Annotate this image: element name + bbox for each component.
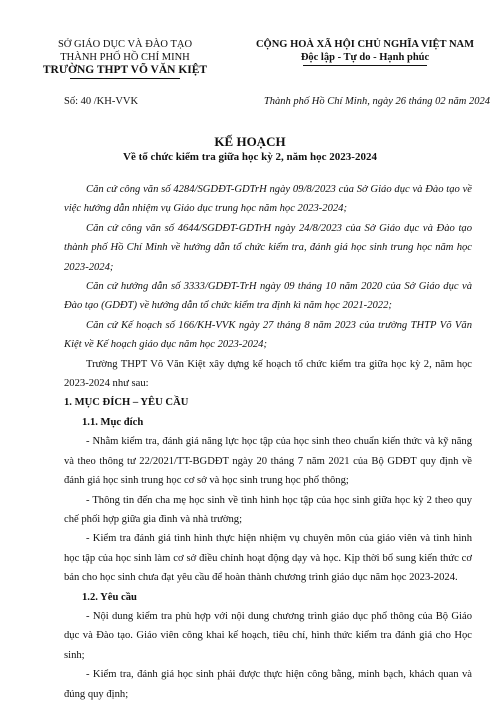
document-subtitle: Về tổ chức kiểm tra giữa học kỳ 2, năm học 2023-2024 [123, 151, 377, 163]
national-header [240, 38, 490, 66]
basis-paragraph-1: Căn cứ công văn số 4284/SGDĐT-GDTrH ngày 09/8/2023 của Sở Giáo dục và Đào tạo về việc hướng dẫn nhiệm vụ Giáo dục trung học năm học 2023-2024; [64, 184, 472, 215]
section-heading-1-2: 1.2. Yêu cầu [82, 591, 137, 603]
school-underline [70, 78, 180, 79]
place-and-date: Thành phố Hồ Chí Minh, ngày 26 tháng 02 năm 2024 [263, 96, 490, 107]
nation-title: CỘNG HOÀ XÃ HỘI CHỦ NGHĨA VIỆT NAM [255, 39, 475, 50]
purpose-paragraph-1: - Nhằm kiểm tra, đánh giá năng lực học tập của học sinh theo chuẩn kiến thức và kỹ năng và theo thông tư 22/2021/TT-BGDĐT ngày 20 tháng 7 năm 2021 của Bộ GDĐT quy định về đánh giá học sinh trung học cơ sở và học sinh trung học phổ thông; [64, 436, 472, 487]
purpose-paragraph-2: - Thông tin đến cha mẹ học sinh về tình hình học tập của học sinh giữa học kỳ 2 theo quy chế phối hợp giữa gia đình và nhà trường; [64, 494, 472, 525]
motto-underline [303, 65, 427, 66]
department-line-2: THÀNH PHỐ HỒ CHÍ MINH [60, 52, 190, 63]
issuer-block [30, 38, 220, 79]
intro-paragraph: Trường THPT Võ Văn Kiệt xây dựng kế hoạch tổ chức kiểm tra giữa học kỳ 2, năm học 2023-2024 như sau: [64, 358, 472, 390]
basis-paragraph-4: Căn cứ Kế hoạch số 166/KH-VVK ngày 27 tháng 8 năm 2023 của trường THTP Võ Văn Kiệt về Kế hoạch giáo dục năm học 2023-2024; [64, 319, 472, 351]
section-heading-1: 1. MỤC ĐÍCH – YÊU CẦU [64, 397, 189, 409]
basis-paragraph-2: Căn cứ công văn số 4644/SGDĐT-GDTrH ngày 24/8/2023 của Sở Giáo dục và Đào tạo thành phố Hồ Chí Minh về hướng dẫn tổ chức kiểm tra, đánh giá học sinh trung học năm học 2023-2024; [64, 222, 472, 273]
document-number: Số: 40 /KH-VVK [64, 96, 139, 107]
requirement-paragraph-2: - Kiểm tra, đánh giá học sinh phải được thực hiện công bằng, minh bạch, khách quan và đúng quy định; [64, 669, 472, 700]
department-line-1: SỞ GIÁO DỤC VÀ ĐÀO TẠO [57, 39, 193, 50]
section-heading-1-1: 1.1. Mục đích [82, 416, 144, 428]
national-motto: Độc lập - Tự do - Hạnh phúc [300, 52, 430, 63]
purpose-paragraph-3: - Kiểm tra đánh giá tình hình thực hiện nhiệm vụ chuyên môn của giáo viên và tình hình học tập của học sinh làm cơ sở điều chỉnh hoạt động dạy và học. Kịp thời bổ sung kiến thức cơ bản cho học sinh chưa đạt yêu cầu để hoàn thành chương trình giáo dục năm học 2023-2024. [64, 533, 472, 584]
basis-paragraph-3: Căn cứ hướng dẫn số 3333/GDĐT-TrH ngày 09 tháng 10 năm 2020 của Sở Giáo dục và Đào tạo (GDĐT) về hướng dẫn tổ chức kiểm tra định kì năm học 2021-2022; [64, 281, 472, 312]
document-body [64, 180, 472, 704]
requirement-paragraph-1: - Nội dung kiểm tra phù hợp với nội dung chương trình giáo dục phổ thông của Bộ Giáo dục và Đào tạo. Giáo viên công khai kế hoạch, tiêu chí, hình thức kiểm tra đánh giá cho Học sinh; [64, 610, 472, 661]
school-name: TRƯỜNG THPT VÕ VĂN KIỆT [42, 64, 208, 76]
document-title: KẾ HOẠCH [214, 134, 286, 149]
